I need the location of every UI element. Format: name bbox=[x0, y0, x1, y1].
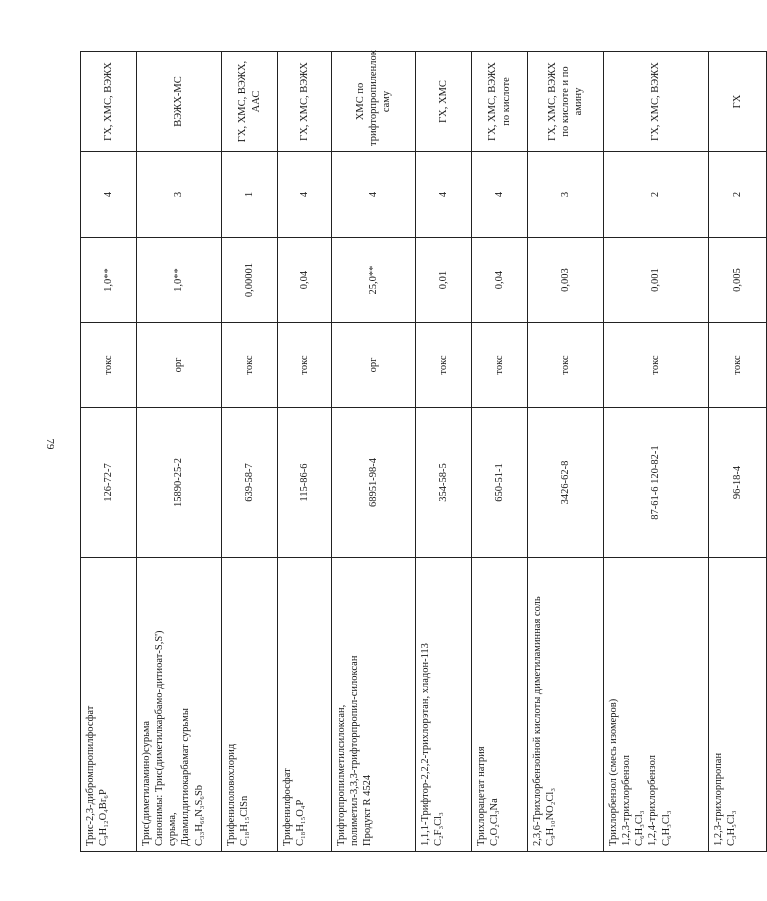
table-row bbox=[709, 52, 767, 852]
table-row bbox=[137, 52, 222, 852]
limit-class-cell: токс bbox=[709, 323, 767, 408]
substance-name-line: Синонимы: Трис(диметилкарбамо-дитиоат-S,S') bbox=[154, 630, 166, 846]
substance-name-line: C₆H₃Cl₃ bbox=[660, 810, 672, 846]
limit-value-cell: 25,0** bbox=[332, 238, 416, 323]
table-row bbox=[332, 52, 416, 852]
substance-name-line: 2,3,6-Трихлорбензойной кислоты диметиламинная соль bbox=[532, 596, 543, 846]
substance-name-cell bbox=[222, 558, 278, 852]
limit-value-cell: 0,04 bbox=[278, 238, 332, 323]
substance-name-line: C₁₈H₁₅O₄P bbox=[295, 799, 307, 846]
substance-name-cell bbox=[81, 558, 137, 852]
substance-name-line: Трис-2,3-дибромпропилфосфат bbox=[85, 705, 96, 846]
limit-value-cell: 0,04 bbox=[472, 238, 528, 323]
limit-value-cell: 0,003 bbox=[528, 238, 604, 323]
cas-number-cell: 96-18-4 bbox=[709, 408, 767, 558]
table-body bbox=[81, 52, 767, 852]
limit-class-cell: токс bbox=[222, 323, 278, 408]
substance-name-line: C₆H₃Cl₃ bbox=[634, 810, 646, 846]
table-row bbox=[278, 52, 332, 852]
substance-name-cell bbox=[604, 558, 709, 852]
cas-number-cell: 126-72-7 bbox=[81, 408, 137, 558]
substance-name-line: Трифенилфосфат bbox=[282, 768, 293, 846]
limit-class-cell: токс bbox=[278, 323, 332, 408]
cas-number-cell: 115-86-6 bbox=[278, 408, 332, 558]
hazard-class-cell: 2 bbox=[709, 152, 767, 238]
substance-name-cell bbox=[332, 558, 416, 852]
cas-number-cell: 650-51-1 bbox=[472, 408, 528, 558]
substance-name-line: Трифенилоловохлорид bbox=[226, 743, 237, 846]
hazard-class-cell: 4 bbox=[472, 152, 528, 238]
method-cell: ГХ, ХМС, ВЭЖХ по кислоте и по амину bbox=[528, 52, 604, 152]
substance-name-cell bbox=[528, 558, 604, 852]
substance-name-cell bbox=[137, 558, 222, 852]
substance-name-line: Трихлорбензол (смесь изомеров) bbox=[608, 698, 619, 846]
hazard-class-cell: 3 bbox=[137, 152, 222, 238]
method-cell: ГХ, ХМС bbox=[416, 52, 472, 152]
cas-number-cell: 354-58-5 bbox=[416, 408, 472, 558]
substance-name-line: Трифторпропилметилсилоксан, bbox=[336, 704, 347, 846]
limit-class-cell: токс bbox=[81, 323, 137, 408]
table-row bbox=[222, 52, 278, 852]
cas-number-cell: 15890-25-2 bbox=[137, 408, 222, 558]
substance-name-line: C₉H₁₀NO₂Cl₃ bbox=[545, 788, 557, 846]
substance-name-cell bbox=[278, 558, 332, 852]
cas-number-cell: 3426-62-8 bbox=[528, 408, 604, 558]
table-row bbox=[604, 52, 709, 852]
method-cell: ГХ, ХМС, ВЭЖХ, ААС bbox=[222, 52, 278, 152]
table-row bbox=[472, 52, 528, 852]
substance-name-line: 1,2,3-трихлорбензол bbox=[621, 755, 633, 846]
substance-name-line: C₉H₁₂O₄Br₆P bbox=[98, 789, 110, 846]
substance-name-line: 1,2,4-трихлорбензол bbox=[647, 755, 659, 846]
substance-name-line: C₃₃H₆₆N₃S₆Sb bbox=[193, 784, 205, 846]
substances-table bbox=[80, 51, 767, 852]
cas-number-cell: 639-58-7 bbox=[222, 408, 278, 558]
substance-name-cell bbox=[416, 558, 472, 852]
limit-value-cell: 1,0** bbox=[137, 238, 222, 323]
hazard-class-cell: 2 bbox=[604, 152, 709, 238]
method-cell: ГХ, ХМС, ВЭЖХ по кислоте bbox=[472, 52, 528, 152]
substance-name-line: Диамилдитиокарбамат сурьмы bbox=[180, 708, 192, 846]
substance-name-cell bbox=[472, 558, 528, 852]
substance-name-line: Продукт R 4524 bbox=[362, 774, 374, 846]
table-row bbox=[416, 52, 472, 852]
table-row bbox=[528, 52, 604, 852]
substance-name-line: Трис(диметиламино)сурьма bbox=[141, 720, 152, 846]
substance-name-cell bbox=[709, 558, 767, 852]
table-row bbox=[81, 52, 137, 852]
hazard-class-cell: 4 bbox=[278, 152, 332, 238]
hazard-class-cell: 3 bbox=[528, 152, 604, 238]
limit-class-cell: токс bbox=[416, 323, 472, 408]
page-number: 79 bbox=[44, 438, 56, 450]
substance-name-line: сурьма, bbox=[167, 812, 179, 846]
substance-name-line: C₁₈H₁₅ClSn bbox=[239, 795, 251, 846]
hazard-class-cell: 4 bbox=[81, 152, 137, 238]
limit-value-cell: 0,001 bbox=[604, 238, 709, 323]
limit-class-cell: орг bbox=[137, 323, 222, 408]
hazard-class-cell: 4 bbox=[332, 152, 416, 238]
cas-number-cell: 68951-98-4 bbox=[332, 408, 416, 558]
cas-number-cell: 87-61-6 120-82-1 bbox=[604, 408, 709, 558]
limit-value-cell: 0,005 bbox=[709, 238, 767, 323]
substance-name-line: Трихлорацетат натрия bbox=[476, 746, 487, 846]
limit-class-cell: токс bbox=[528, 323, 604, 408]
substance-name-line: полиметил-3,3,3-трифторпропил-силоксан bbox=[349, 655, 361, 846]
hazard-class-cell: 1 bbox=[222, 152, 278, 238]
limit-value-cell: 1,0** bbox=[81, 238, 137, 323]
method-cell: ХМС по трифторпропиленлок саму bbox=[332, 52, 416, 152]
substance-name-line: C₂O₂Cl₃Na bbox=[489, 798, 501, 846]
limit-value-cell: 0,00001 bbox=[222, 238, 278, 323]
substance-name-line: 1,2,3-трихлорпропан bbox=[713, 752, 724, 846]
limit-class-cell: токс bbox=[472, 323, 528, 408]
substance-name-line: C₃H₅Cl₃ bbox=[726, 810, 738, 846]
table bbox=[80, 51, 767, 852]
method-cell: ГХ, ХМС, ВЭЖХ bbox=[81, 52, 137, 152]
method-cell: ГХ, ХМС, ВЭЖХ bbox=[278, 52, 332, 152]
method-cell: ВЭЖХ-МС bbox=[137, 52, 222, 152]
limit-value-cell: 0,01 bbox=[416, 238, 472, 323]
limit-class-cell: орг bbox=[332, 323, 416, 408]
substance-name-line: 1,1,1-Трифтор-2,2,2-трихлорэтан, хладон-113 bbox=[420, 643, 431, 846]
hazard-class-cell: 4 bbox=[416, 152, 472, 238]
method-cell: ГХ bbox=[709, 52, 767, 152]
method-cell: ГХ, ХМС, ВЭЖХ bbox=[604, 52, 709, 152]
substance-name-line: C₂F₃Cl₃ bbox=[433, 812, 445, 846]
limit-class-cell: токс bbox=[604, 323, 709, 408]
